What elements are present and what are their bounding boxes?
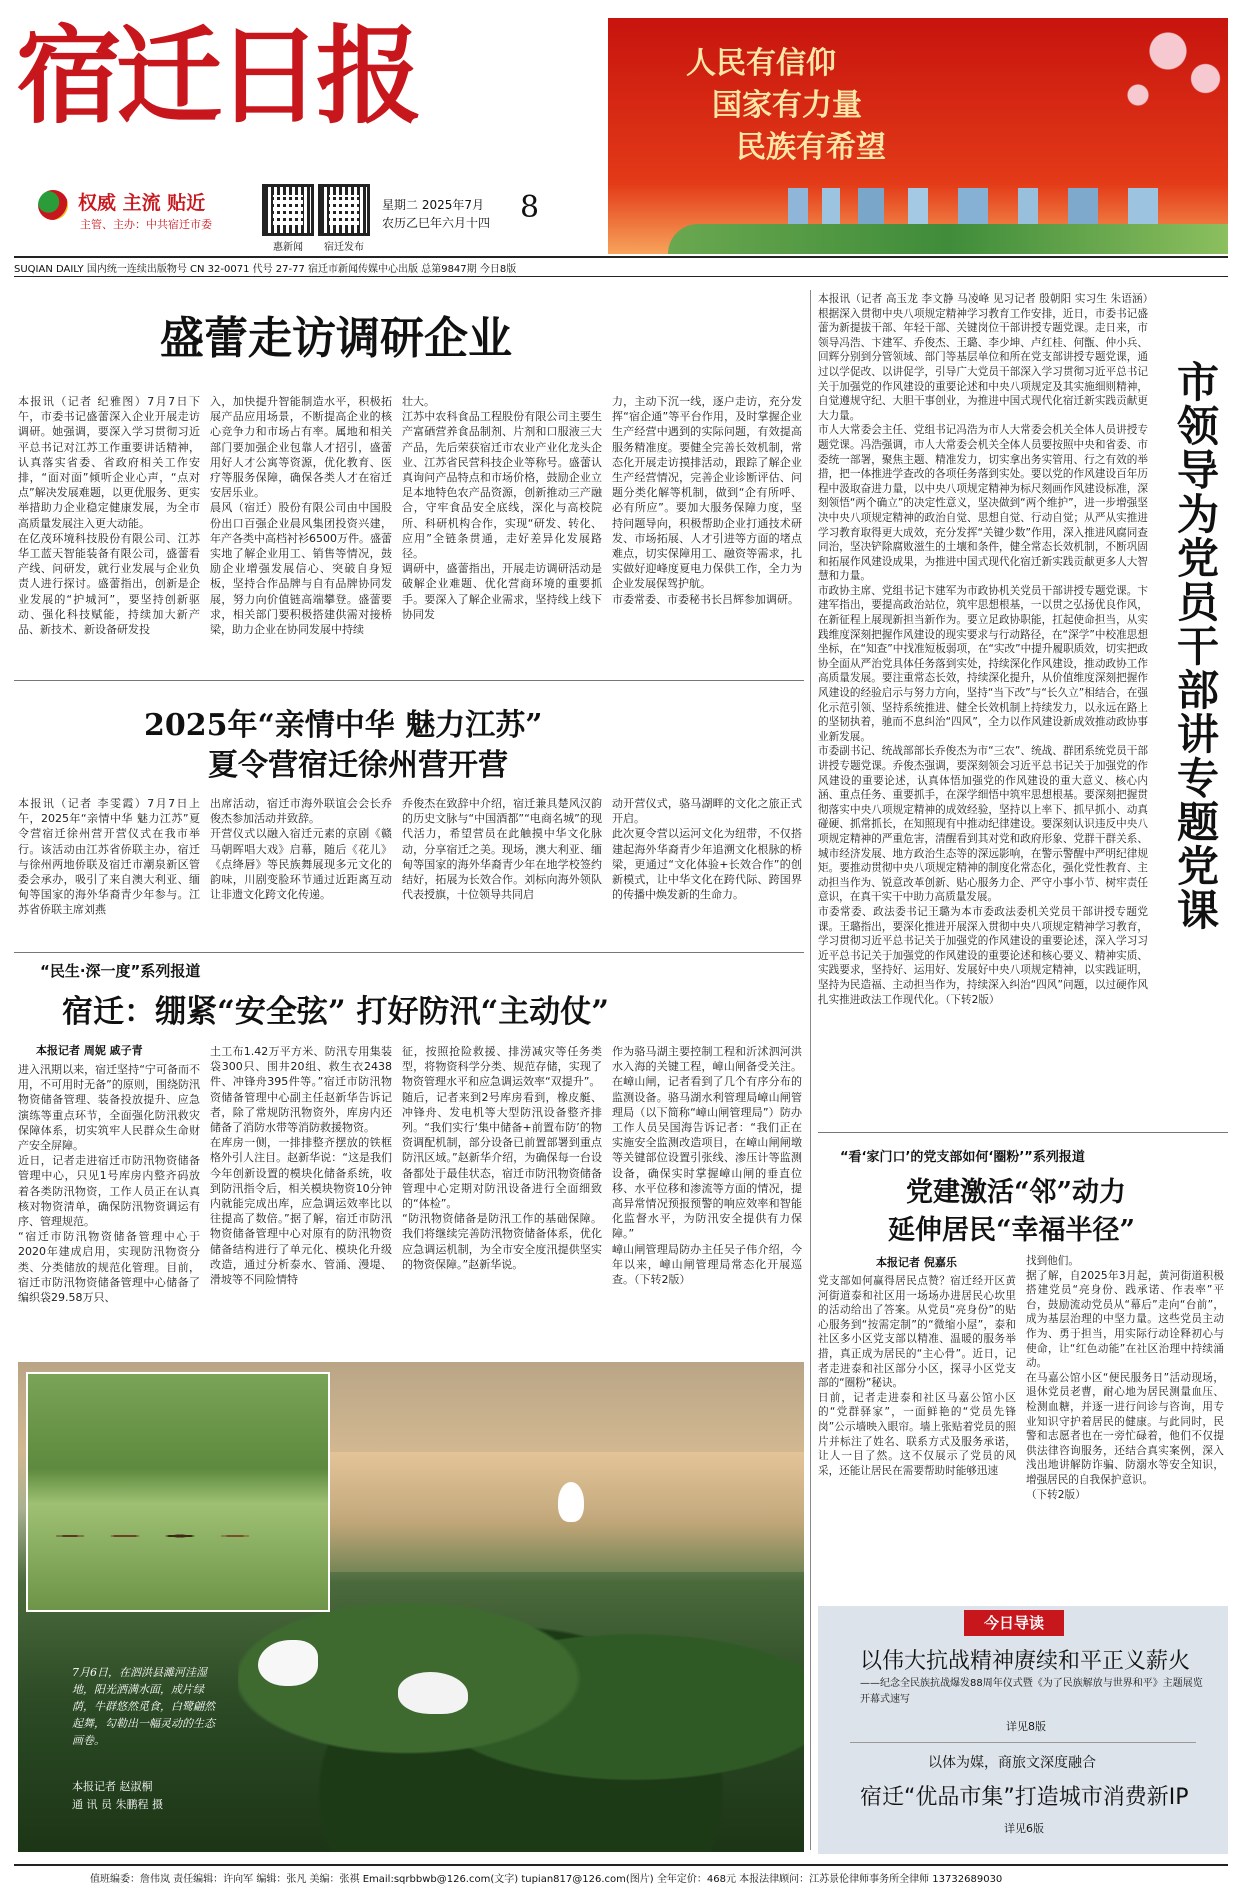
photo-credit-1: 本报记者 赵淑桐 <box>72 1780 153 1793</box>
qr-code-icon <box>262 184 314 236</box>
article2-col-4: 动开营仪式，骆马湖畔的文化之旅正式开启。 此次夏令营以运河文化为纽带，不仅搭建起海外华裔青少年追溯文化根脉的桥梁，更通过“文化体验+长效合作”的创新模式，让中华文化在跨代际、跨国界的传播中焕发新的生命力。 <box>612 797 802 902</box>
guide-label: 今日导读 <box>964 1610 1064 1636</box>
inset-photo-cattle <box>26 1372 330 1612</box>
banner-flower-decoration <box>1078 18 1228 128</box>
guide-item2-kicker: 以体为媒，商旅文深度融合 <box>928 1755 1096 1771</box>
article2-headline-2: 夏令营宿迁徐州营开营 <box>208 748 508 783</box>
article2-col-1: 本报讯（记者 李雯霞）7月7日上午，2025年“亲情中华 魅力江苏”夏令营宿迁徐州营开营仪式在我市举行。该活动由江苏省侨联主办，宿迁与徐州两地侨联及宿迁市潮泉新区管委会承办，吸引了来自澳大利亚、缅甸等国家的海外华裔青少年参与。江苏省侨联主席刘燕 <box>18 797 200 917</box>
egret-3 <box>398 1672 468 1714</box>
right-article2-series: “看‘家门口’的党支部如何‘圈粉’”系列报道 <box>840 1150 1085 1165</box>
article2-rule <box>14 952 804 953</box>
slogan-logo-icon <box>38 190 68 220</box>
masthead-slogan: 权威 主流 贴近 <box>78 192 206 214</box>
banner <box>608 18 1228 254</box>
qr-code-icon <box>318 184 370 236</box>
banner-line-3: 民族有希望 <box>736 130 886 165</box>
right-article2-col-2: 找到他们。 据了解，自2025年3月起，黄河街道积极搭建党员“亮身份、践承诺、作表率”平台，鼓励流动党员从“幕后”走向“台前”，成为基层治理的中坚力量。这些党员主动作为、勇于担当，用实际行动诠释初心与使命，让“红色动能”在社区治理中持续涌动。 在马嘉公馆小区“便民服务日”活动现场，退休党员老曹，耐心地为居民测量血压、检测血糖，并逐一进行问诊与咨询，用专业知识守护着居民的健康。与此同时，民警和志愿者也在一旁忙碌着，他们不仅提供法律咨询服务，还结合真实案例，深入浅出地讲解防诈骗、防溺水等安全知识，增强居民的自我保护意识。 （下转2版） <box>1026 1255 1224 1501</box>
day-number: 8 <box>520 190 540 225</box>
qr2-label: 宿迁发布 <box>324 242 364 253</box>
cattle-herd <box>48 1524 268 1548</box>
banner-line-2: 国家有力量 <box>712 88 862 123</box>
date-line-1: 星期二 2025年7月 <box>382 198 484 212</box>
article2-col-2: 出席活动，宿迁市海外联谊会会长乔俊杰参加活动并致辞。 开营仪式以融入宿迁元素的京剧《赣马朝晖唱大戏》启幕，随后《花儿》《点绛唇》等民族舞展现多元文化的韵味，川剧变脸环节通过近距离互动让非遗文化跨文化传递。 <box>210 797 392 902</box>
qr1-label: 惠新闻 <box>273 242 303 253</box>
article3-headline: 宿迁：绷紧“安全弦” 打好防汛“主动仗” <box>62 994 610 1030</box>
photo-credit-2: 通 讯 员 朱鹏程 摄 <box>72 1798 163 1811</box>
right-article-text: 本报讯（记者 高玉龙 李文静 马凌峰 见习记者 殷朝阳 实习生 朱语涵）根据深入贯彻中央八项规定精神学习教育工作安排，近日，市委书记盛蕾为新提拔干部、年轻干部、关键岗位干部讲授专题党课。走日来，市领导冯浩、卞建军、乔俊杰、王璐、李少坤、卢红桂、何甑、仲小兵、回辉分别到分管领域、部门等基层单位和所在党支部讲授专题党课，通过以学促改、以讲促学，引导广大党员干部深入学习贯彻习近平总书记关于加强党的作风建设的重要论述和中央八项规定及其实施细则精神，自觉遵规守纪、大胆干事创业，为推进中国式现代化宿迁新实践贡献更大力量。 市人大常委会主任、党组书记冯浩为市人大常委会机关全体人员讲授专题党课。冯浩强调，市人大常委会机关全体人员要按照中央和省委、市委统一部署，聚焦主题、精准发力，切实拿出务实管用、行之有效的举措，把一体推进学查改的各项任务落到实处。要以党的作风建设百年历程中汲取奋进力量，以中央八项规定精神为标尺刻画作风建设标准，深刻领悟“两个确立”的决定性意义，坚决做到“两个维护”，进一步增强坚决中央八项规定精神的政治自觉、思想自觉、行动自觉；从严从实推进学习教育取得更大成效，充分发挥“关键少数”作用，深入推进风腐同查同治，坚决铲除腐败滋生的土壤和条件，健全常态长效机制，不断巩固和拓展作风建设成果，为推进中国式现代化宿迁新实践贡献更多人大智慧和力量。 市政协主席、党组书记卞建军为市政协机关党员干部讲授专题党课。卞建军指出，要提高政治站位，筑牢思想根基，一以贯之弘扬优良作风，在新征程上展现新担当新作为。要立足政协职能，扛起使命担当，从实践维度深刻把握作风建设的现实要求与行动路径，在“深学”中校准思想坐标，在“知查”中找准短板弱项，在“实改”中提升履职质效，切实把政协全面从严治党具体任务落到实处，持续深化作风建设，推动政协工作高质量发展。要注重常态长效，持续深化提升，从价值维度深刻把握作风建设的经验启示与努力方向，坚持“当下改”与“长久立”相结合，在强化示范引领、坚持系统推进、健全长效机制上持续发力，以永远在路上的坚韧执着，驰而不息纠治“四风”，全力以作风建设新成效推动政协事业新发展。 市委副书记、统战部部长乔俊杰为市“三农”、统战、群团系统党员干部讲授专题党课。乔俊杰强调，要深刻领会习近平总书记关于加强党的作风建设的重要论述，认真体悟加强党的作风建设的重大意义、核心内涵、重点任务、重要抓手，在深学细悟中筑牢思想根基。要深刻把握贯彻落实中央八项规定精神的成效经验，坚持以上率下、抓早抓小、动真碰硬、抓常抓长，在知照现有中推动纪律建设。要深刻认识违反中央八项规定精神的严重危害，清醒看到其对党和政府形象、党群干群关系、城市经济发展、地方政治生态等的深远影响，在警示警醒中严明纪律规矩。要推动贯彻中央八项规定精神的制度化常态化，强化党性教育、主动担当作为、锐意改革创新、贴心服务力企、严守小事小节、树牢责任意识，在真干实干中助力高质量发展。 市委常委、政法委书记王璐为本市委政法委机关党员干部讲授专题党课。王璐指出，要深化推进开展深入贯彻中央八项规定精神学习教育，学习贯彻习近平总书记关于加强党的作风建设的重要论述，深入学习习近平总书记关于加强党的作风建设的重要论述和核心要义、精神实质、实践要求，坚持好、运用好、发展好中央八项规定精神，以实践证明，坚持为民造福、主动担当作为，持续深入纠治“四风”问题，以过硬作风扎实推进政法工作现代化。（下转2版） <box>818 293 1148 1006</box>
masthead-sponsor: 主管、主办：中共宿迁市委 <box>80 218 212 231</box>
masthead-info-bar: SUQIAN DAILY 国内统一连续出版物号 CN 32-0071 代号 27-77 宿迁市新闻传媒中心出版 总第9847期 今日8版 <box>14 264 517 275</box>
photo-caption: 7月6日，在泗洪县濉河洼湿地，阳光洒满水面，成片绿荫，牛群悠然觅食，白鹭翩然起舞，勾勒出一幅灵动的生态画卷。 <box>72 1666 215 1747</box>
right-article2-headline-2: 延伸居民“幸福半径” <box>888 1215 1136 1246</box>
article2-headline-1: 2025年“亲情中华 魅力江苏” <box>144 708 543 743</box>
article1-col-2: 入，加快提升智能制造水平，积极拓展产品应用场景，不断提高企业的核心竞争力和市场占有率。属地和相关部门要加强企业包靠人才招引，盛蕾用好人才公寓等资源，优化教育、医疗等服务保障，确保各类人才在宿迁安居乐业。 晨风（宿迁）股份有限公司由中国股份出口百强企业晨风集团投资兴建，年产各类中高档衬衫6500万件。盛蕾实地了解企业用工、销售等情况，鼓励企业增强发展信心、突破自身短板，坚持合作品牌与自有品牌协同发展，努力向价值链高端攀登。盛蕾要求，相关部门要积极搭建供需对接桥梁，助力企业在协同发展中持续 <box>210 395 392 637</box>
right-article2-byline: 本报记者 倪嘉乐 <box>876 1256 957 1269</box>
article3-byline: 本报记者 周妮 戚子青 <box>36 1044 143 1057</box>
right-article2-col-1: 党支部如何赢得居民点赞？宿迁经开区黄河街道泰和社区用一场场办进居民心坎里的活动给出了答案。从党员“亮身份”的贴心服务到“按需定制”的“微缩小屋”，泰和社区多小区党支部以精准、温暖的服务举措，真正成为居民的“主心骨”。近日，记者走进泰和社区部分小区，探寻小区党支部的“圈粉”秘诀。 日前，记者走进泰和社区马嘉公馆小区的“党群驿家”，一面鲜艳的“党员先锋岗”公示墙映入眼帘。墙上张贴着党员的照片并标注了姓名、联系方式及服务承诺，让人一目了然。这不仅展示了党员的风采，还能让居民在需要帮助时能够迅速 <box>818 1275 1016 1477</box>
article1-rule <box>14 680 804 681</box>
article1-col-1: 本报讯（记者 纪雅图）7月7日下午，市委书记盛蕾深入企业开展走访调研。她强调，要深入学习贯彻习近平总书记对江苏工作重要讲话精神，认真落实省委、省政府相关工作安排，“面对面”倾听企业心声，“点对点”解决发展难题，以更优服务、更实举措助力企业稳定健康发展，为全市高质量发展注入更大动能。 在亿茂环境科技股份有限公司、江苏华工蓝天智能装备有限公司，盛蕾看产线、问研发，就行业发展与企业负责人进行探讨。盛蕾指出，创新是企业发展的“护城河”，要坚持创新驱动、强化科技赋能，持续加大新产品、新技术、新设备研发投 <box>18 395 200 637</box>
guide-divider <box>850 1742 1196 1743</box>
article2-col-3: 乔俊杰在致辞中介绍，宿迁兼具楚风汉韵的历史文脉与“中国酒都”“电商名城”的现代活力，希望营员在此触摸中华文化脉动，分享宿迁之美。现场，澳大利亚、缅甸等国家的海外华裔青少年在地学校签约结好，拓展为长效合作。刘标向海外领队代表授旗，十位领导共同启 <box>402 797 602 902</box>
article3-col-1: 进入汛期以来，宿迁坚持“宁可备而不用，不可用时无备”的原则，围绕防汛物资储备管理、装备投放提升、应急演练等重点环节，全面强化防汛救灾保障体系，切实筑牢人民群众生命财产安全屏障。 近日，记者走进宿迁市防汛物资储备管理中心，只见1号库房内整齐码放着各类防汛物资，工作人员正在认真核对物资清单，确保防汛物资调运有序、管理规范。 “宿迁市防汛物资储备管理中心于2020年建成启用，实现防汛物资分类、分类储放的规范化管理。目前，宿迁市防汛物资储备管理中心储备了编织袋29.58万只、 <box>18 1063 200 1305</box>
footer-info: 值班编委：詹伟岚 责任编辑：许向军 编辑：张凡 美编：张祺 Email:sqrbbwb@126.com(文字) tupian817@126.com(图片) 全年定价：468元 本报法律顾问：江苏景伦律师事务所全律师 13732689030 <box>90 1874 1003 1885</box>
guide-item1-page: 详见8版 <box>1006 1720 1046 1733</box>
banner-line-1: 人民有信仰 <box>686 46 836 81</box>
masthead-rule <box>14 256 1228 258</box>
article3-col-2: 土工布1.42万平方米、防汛专用集装袋300只、围井20组、救生衣2438件、冲锋舟395件等。”宿迁市防汛物资储备管理中心副主任赵新华告诉记者，除了常规防汛物资外，库房内还储备了消防水带等消防救援物资。 在库房一侧，一排排整齐摆放的铁框格外引人注目。赵新华说：“这是我们今年创新设置的模块化储备系统，收到防汛指令后，相关模块物资10分钟内就能完成出库，应急调运效率比以往提高了数倍。”据了解，宿迁市防汛物资储备管理中心对原有的防汛物资储备结构进行了单元化、模块化升级改造，通过分析泰水、管涌、漫堤、滑坡等不同险情特 <box>210 1045 392 1287</box>
info-bar-rule <box>14 276 1228 277</box>
column-divider <box>810 290 811 1850</box>
right-article-rule <box>818 1132 1228 1133</box>
masthead-title: 宿迁日报 <box>16 13 416 138</box>
guide-item1-sub: ——纪念全民族抗战爆发88周年仪式暨《为了民族解放与世界和平》主题展览开幕式速写 <box>860 1678 1203 1705</box>
right-article-vertical-headline: 市领导为党员干部讲专题党课 <box>1171 360 1220 932</box>
egret-1 <box>558 1482 584 1522</box>
article1-col-3: 壮大。 江苏中农科食品工程股份有限公司主要生产富硒营养食品制剂、片剂和口服液三大产品，先后荣获宿迁市农业产业化龙头企业、江苏省民营科技企业等称号。盛蕾认真询问产品特点和市场价格，鼓励企业立足本地特色农产品资源，创新推动三产融合，守牢食品安全底线，深化与高校院所、科研机构合作，实现“研发、转化、应用”全链条贯通，走好差异化发展路径。 调研中，盛蕾指出，开展走访调研活动是破解企业难题、优化营商环境的重要抓手。要深入了解企业需求，坚持线上线下协同发 <box>402 395 602 621</box>
egret-2 <box>258 1640 318 1686</box>
article1-col-4: 力，主动下沉一线，逐户走访，充分发挥“宿企通”等平台作用，及时掌握企业生产经营中遇到的实际问题，有效提高服务精准度。要健全完善长效机制，常态化开展走访摸排活动，跟踪了解企业生产经营情况，完善企业诊断评估、问题分类化解等机制，做到“企有所呼、必有所应”。要加大服务保障力度，坚持问题导向，积极帮助企业打通技术研发、市场拓展、人才引进等方面的堵点难点，切实保障用工、融资等需求，扎实做好迎峰度夏电力保供工作，全力为企业发展保驾护航。 市委常委、市委秘书长吕辉参加调研。 <box>612 395 802 606</box>
date-line-2: 农历乙巳年六月十四 <box>382 216 491 230</box>
guide-item2-title: 宿迁“优品市集”打造城市消费新IP <box>860 1785 1189 1810</box>
article3-series: “民生·深一度”系列报道 <box>40 962 201 980</box>
right-article2-headline-1: 党建激活“邻”动力 <box>906 1177 1127 1208</box>
article3-col-4: 作为骆马湖主要控制工程和沂沭泗河洪水入海的关键工程，嶂山闸备受关注。在嶂山闸，记者看到了几个有序分布的监测设备。骆马湖水利管理局嶂山闸管理局（以下简称“嶂山闸管理局”）防办工作人员吴国海告诉记者：“我们正在实施安全监测改造项目，在嶂山闸闸墩等关键部位设置引张线、渗压计等监测设备，确保实时掌握嶂山闸的垂直位移、水平位移和渗流等方面的情况，提高异常情况预报预警的响应效率和智能化监督水平，为防汛安全提供有力保障。” 嶂山闸管理局防办主任吴子伟介绍，今年以来，嶂山闸管理局常态化开展巡查。（下转2版） <box>612 1045 802 1287</box>
guide-item2-page: 详见6版 <box>1004 1822 1044 1835</box>
footer-rule <box>14 1864 1228 1866</box>
banner-green-ground <box>668 224 1228 254</box>
article1-headline: 盛蕾走访调研企业 <box>160 313 512 364</box>
guide-item1-title: 以伟大抗战精神赓续和平正义薪火 <box>860 1649 1191 1674</box>
article3-col-3: 征，按照抢险救援、排涝减灾等任务类型，将物资科学分类、规范存储，实现了物资管理水平和应急调运效率“双提升”。 随后，记者来到2号库房看到，橡皮艇、冲锋舟、发电机等大型防汛设备整齐排列。“我们实行‘集中储备+前置布防’的物资调配机制，部分设备已前置部署到重点防汛区域。”赵新华介绍，为确保每一台设备都处于最佳状态，宿迁市防汛物资储备管理中心定期对防汛设备进行全面细致的“体检”。 “防汛物资储备是防汛工作的基础保障。我们将继续完善防汛物资储备体系，优化应急调运机制，为全市安全度汛提供坚实的物资保障。”赵新华说。 <box>402 1045 602 1271</box>
